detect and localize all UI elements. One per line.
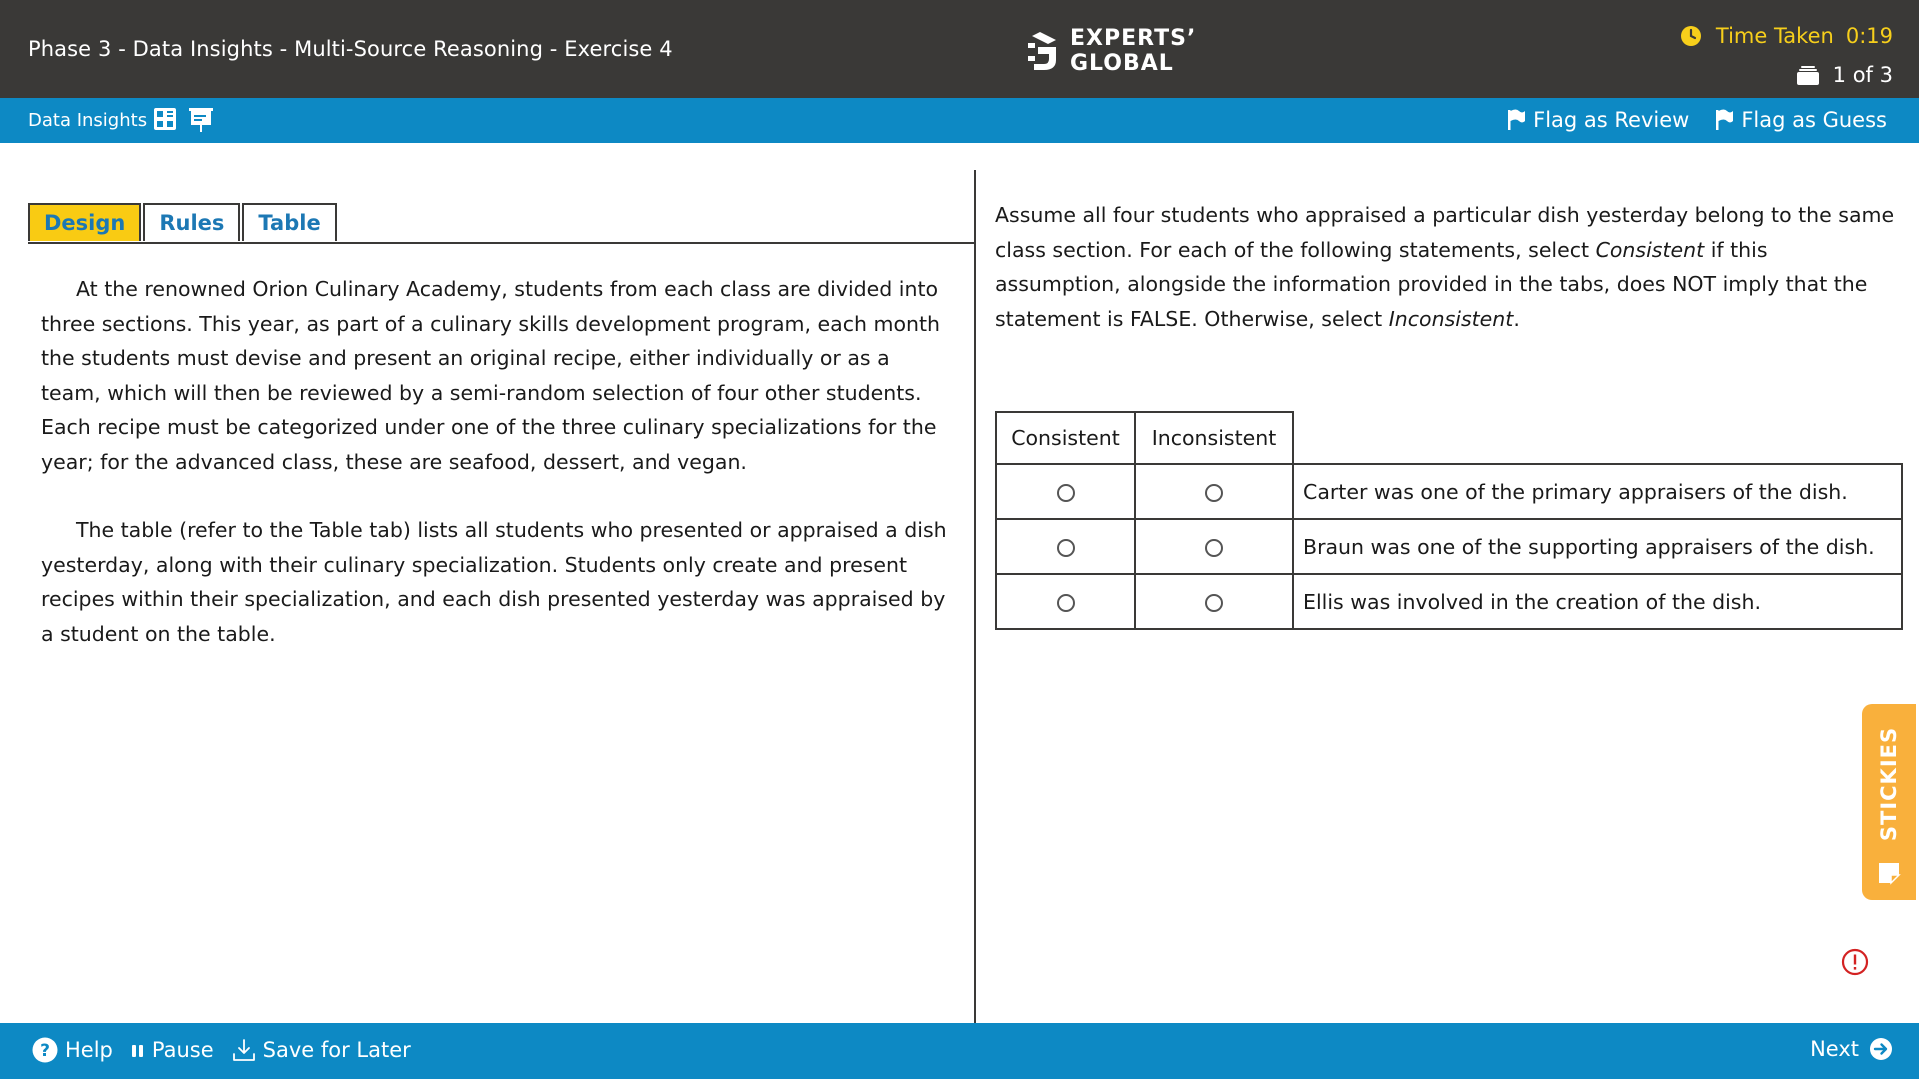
timer — [1680, 24, 1893, 48]
source-passage — [41, 272, 951, 685]
statement-text: Ellis was involved in the creation of the dish. — [1293, 574, 1902, 629]
section-tools — [153, 107, 213, 133]
experts-global-logo — [1026, 26, 1196, 76]
prompt-text-2: if this assumption, alongside the information provided in the tabs, does NOT imply that the statement is FALSE. Otherwise, select — [995, 237, 1868, 331]
bottom-bar — [0, 1023, 1919, 1079]
section-bar — [0, 98, 1919, 143]
whiteboard-icon[interactable] — [189, 107, 213, 133]
prompt-inconsistent: Inconsistent — [1388, 306, 1514, 331]
timer-value: 0:19 — [1845, 24, 1893, 48]
table-header-row — [996, 412, 1902, 464]
consistent-cell — [996, 574, 1135, 629]
flag-guess-label: Flag as Guess — [1741, 108, 1887, 132]
consistent-radio[interactable] — [1057, 484, 1075, 502]
passage-paragraph: The table (refer to the Table tab) lists all students who presented or appraised a dish yesterday, along with their culinary specialization. Students only create and present recipes within their specialization, and each dish presented yesterday was appraised by a student on the table. — [41, 518, 947, 646]
statement-text: Carter was one of the primary appraisers of the dish. — [1293, 464, 1902, 519]
consistent-cell — [996, 519, 1135, 574]
logo-mark-icon — [1026, 30, 1060, 72]
question-progress — [1797, 63, 1893, 87]
next-label: Next — [1810, 1037, 1859, 1061]
table-row — [996, 574, 1902, 629]
logo-line-2: GLOBAL — [1070, 51, 1174, 76]
help-icon — [32, 1037, 58, 1063]
flag-guess-button[interactable] — [1715, 108, 1887, 132]
stickies-tab[interactable] — [1862, 704, 1916, 900]
pause-label: Pause — [151, 1038, 214, 1062]
prompt-consistent: Consistent — [1595, 237, 1705, 262]
download-icon — [232, 1038, 256, 1062]
prompt-text-3: . — [1513, 306, 1520, 331]
tab-design[interactable]: Design — [28, 203, 141, 241]
flag-review-button[interactable] — [1507, 108, 1689, 132]
flag-controls — [1507, 108, 1887, 132]
svg-text:?: ? — [40, 1041, 50, 1061]
column-header-consistent: Consistent — [996, 412, 1135, 464]
question-prompt — [995, 198, 1895, 336]
inconsistent-cell — [1135, 464, 1293, 519]
source-tabs — [28, 203, 337, 241]
tab-table[interactable]: Table — [242, 203, 336, 241]
logo-text — [1070, 26, 1196, 76]
consistent-cell — [996, 464, 1135, 519]
consistent-radio[interactable] — [1057, 539, 1075, 557]
next-button[interactable] — [1810, 1037, 1893, 1061]
sticky-note-icon — [1876, 860, 1902, 886]
flag-icon — [1715, 109, 1733, 131]
section-label: Data Insights — [28, 110, 148, 131]
answer-table — [995, 411, 1903, 630]
statement-text: Braun was one of the supporting appraisers of the dish. — [1293, 519, 1902, 574]
tab-underline — [28, 242, 974, 244]
pause-button[interactable] — [131, 1038, 214, 1062]
question-stack-icon — [1797, 65, 1819, 85]
report-issue-icon[interactable] — [1841, 948, 1869, 976]
pane-divider — [974, 170, 976, 1023]
table-row — [996, 464, 1902, 519]
inconsistent-radio[interactable] — [1205, 484, 1223, 502]
inconsistent-radio[interactable] — [1205, 539, 1223, 557]
pause-icon — [131, 1042, 145, 1058]
stickies-label: STICKIES — [1877, 726, 1901, 842]
timer-label: Time Taken — [1715, 24, 1834, 48]
progress-text: 1 of 3 — [1832, 63, 1893, 87]
top-header — [0, 0, 1919, 98]
inconsistent-cell — [1135, 519, 1293, 574]
inconsistent-cell — [1135, 574, 1293, 629]
consistent-radio[interactable] — [1057, 594, 1075, 612]
column-header-inconsistent: Inconsistent — [1135, 412, 1293, 464]
save-for-later-button[interactable] — [232, 1038, 411, 1062]
table-row — [996, 519, 1902, 574]
clock-icon — [1680, 25, 1702, 47]
inconsistent-radio[interactable] — [1205, 594, 1223, 612]
tab-rules[interactable]: Rules — [143, 203, 240, 241]
save-for-later-label: Save for Later — [262, 1038, 411, 1062]
bottom-controls — [32, 1037, 411, 1063]
logo-line-1: EXPERTS’ — [1070, 26, 1197, 51]
column-header-statement — [1293, 412, 1902, 464]
exercise-title: Phase 3 - Data Insights - Multi-Source Reasoning - Exercise 4 — [28, 37, 673, 61]
flag-review-label: Flag as Review — [1533, 108, 1690, 132]
help-label: Help — [65, 1038, 113, 1062]
arrow-right-circle-icon — [1869, 1037, 1893, 1061]
grid-icon[interactable] — [153, 107, 177, 131]
help-button[interactable] — [32, 1037, 113, 1063]
passage-paragraph: At the renowned Orion Culinary Academy, students from each class are divided into three sections. This year, as part of a culinary skills development program, each month the students must devise and present an original recipe, either individually or as a team, which will then be reviewed by a semi-random selection of four other students. Each recipe must be categorized under one of the three culinary specializations for the year; for the advanced class, these are seafood, dessert, and vegan. — [41, 277, 941, 474]
flag-icon — [1507, 109, 1525, 131]
prompt-text-1: Assume all four students who appraised a particular dish yesterday belong to the same class section. For each of the following statements, select — [995, 203, 1895, 262]
